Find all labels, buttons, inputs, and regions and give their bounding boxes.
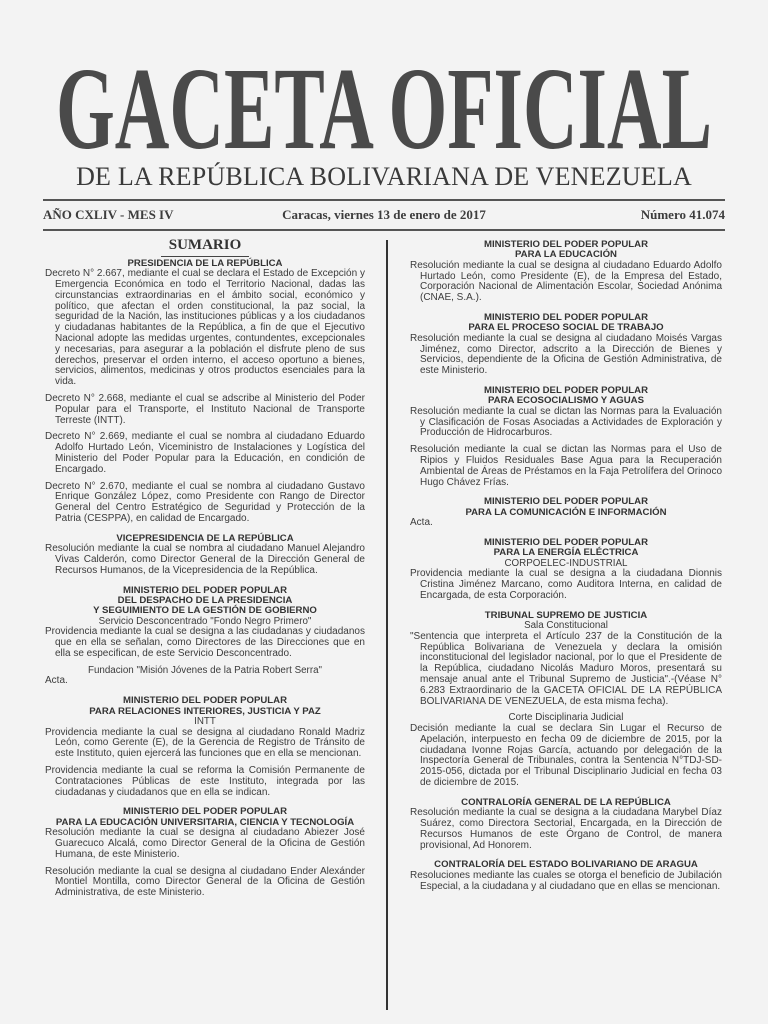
subsection-label: INTT bbox=[194, 715, 216, 727]
summary-entry: Resolución mediante la cual se designa al ciudadano Eduardo Adolfo Hurtado León, como Presidente (E), de la Empresa del Estado, Corporación Nacional de Alimentación Escolar, Sociedad Anónima (CNAE, S.A.). bbox=[410, 259, 722, 304]
section-heading-line: PARA LA EDUCACIÓN bbox=[515, 249, 617, 261]
section-heading: CONTRALORÍA GENERAL DE LA REPÚBLICA bbox=[461, 796, 671, 808]
section-heading bbox=[410, 497, 722, 518]
section-heading-line: MINISTERIO DEL PODER POPULAR bbox=[484, 537, 648, 548]
subsection-label: CORPOELEC-INDUSTRIAL bbox=[504, 557, 628, 569]
summary-entry: Decreto N° 2.668, mediante el cual se adscribe al Ministerio del Poder Popular para el Transporte, el Instituto Nacional de Transporte Terreste (INTT). bbox=[45, 392, 365, 426]
section-heading-line: PARA ECOSOCIALISMO Y AGUAS bbox=[487, 395, 644, 407]
section-heading-line: PARA LA ENERGÍA ELÉCTRICA bbox=[493, 547, 639, 559]
section-heading-line: MINISTERIO DEL PODER POPULAR bbox=[484, 385, 648, 396]
section-heading-line: PARA LA EDUCACIÓN UNIVERSITARIA, CIENCIA Y TECNOLOGÍA bbox=[55, 816, 355, 828]
section-heading-line: PARA RELACIONES INTERIORES, JUSTICIA Y PAZ bbox=[89, 705, 321, 717]
subsection-label: Servicio Desconcentrado "Fondo Negro Primero" bbox=[98, 615, 312, 627]
summary-entry: Decreto N° 2.670, mediante el cual se nombra al ciudadano Gustavo Enrique González López, como Presidente con Rango de Director General del Centro Estratégico de Seguridad y Protección de la Patria (CESPPA), en calidad de Encargado. bbox=[45, 480, 365, 524]
section-heading-line: PARA EL PROCESO SOCIAL DE TRABAJO bbox=[468, 322, 664, 334]
section-heading bbox=[410, 538, 722, 559]
section-heading bbox=[410, 313, 722, 334]
subsection-label: Sala Constitucional bbox=[524, 620, 608, 632]
section-heading-line: MINISTERIO DEL PODER POPULAR bbox=[123, 806, 287, 818]
section-heading: TRIBUNAL SUPREMO DE JUSTICIA bbox=[484, 609, 648, 621]
summary-entry: Decreto N° 2.669, mediante el cual se nombra al ciudadano Eduardo Adolfo Hurtado León, Viceministro de Instalaciones y Logística del Ministerio del Poder Popular para la Educación, en condición de Encargado. bbox=[45, 431, 365, 475]
sumario-label: SUMARIO bbox=[161, 237, 250, 257]
section-heading: CONTRALORÍA DEL ESTADO BOLIVARIANO DE ARAGUA bbox=[434, 859, 698, 871]
masthead bbox=[0, 40, 768, 160]
summary-entry: Resolución mediante la cual se dictan las Normas para la Evaluación y Clasificación de Fosas Asociadas a Actividades de Exploración y Producción de Hidrocarburos. bbox=[410, 405, 722, 439]
section-heading-line: MINISTERIO DEL PODER POPULAR bbox=[123, 584, 287, 596]
year-month: AÑO CXLIV - MES IV bbox=[43, 207, 174, 222]
summary-entry: Resolución mediante la cual se designa al ciudadano Moisés Vargas Jiménez, como Director, adscrito a la Dirección de Bienes y Servicios, dependiente de la Oficina de Gestión Administrativa, de este Ministerio. bbox=[410, 332, 722, 377]
summary-entry: Decisión mediante la cual se declara Sin Lugar el Recurso de Apelación, interpuesto en fecha 09 de diciembre de 2015, por la ciudadana Ivonne Rojas García, actuando por delegación de la Inspectoría General de Tribunales, contra la Sentencia N°TDJ-SD-2015-056, dictada por el Tribunal Disciplinario Judicial en fecha 03 de diciembre de 2015. bbox=[410, 722, 722, 788]
section-heading-line: Y SEGUIMIENTO DE LA GESTIÓN DE GOBIERNO bbox=[93, 605, 317, 617]
bottom-rule bbox=[43, 229, 725, 231]
subsection-label: Corte Disciplinaria Judicial bbox=[508, 712, 624, 724]
summary-entry: Providencia mediante la cual se reforma la Comisión Permanente de Contrataciones Públicas de este Instituto, integrada por las ciudadanas y ciudadanos que en ella se indican. bbox=[45, 764, 365, 798]
section-heading-line: PARA LA COMUNICACIÓN E INFORMACIÓN bbox=[465, 506, 667, 518]
masthead-title bbox=[0, 40, 768, 160]
section-heading bbox=[410, 386, 722, 407]
summary-entry: Resolución mediante la cual se nombra al ciudadano Manuel Alejandro Vivas Calderón, como Director General de la Dirección General de Recursos Humanos, de la Vicepresidencia de la República. bbox=[45, 543, 365, 576]
section-heading bbox=[45, 807, 365, 828]
issue-number: Número 41.074 bbox=[640, 207, 725, 222]
summary-entry: Resolución mediante la cual se dictan las Normas para el Uso de Ripios y Fluidos Residuales Base Agua para la Recuperación Ambiental de Áreas de Préstamos en la Faja Petrolífera del Orinoco Hugo Chávez Frías. bbox=[410, 444, 722, 488]
summary-entry: Resolución mediante la cual se designa a la ciudadana Marybel Díaz Suárez, como Directora Sectorial, Encargada, en la Dirección de Recursos Humanos de este Órgano de Control, de manera provisional, Ad Honorem. bbox=[410, 807, 722, 851]
summary-entry: Decreto N° 2.667, mediante el cual se declara el Estado de Excepción y Emergencia Económica en todo el Territorio Nacional, dadas las circunstancias extraordinarias en el ámbito social, económico y político, que afectan el orden constitucional, la paz social, la seguridad de la Nación, las instituciones públicas y a los ciudadanos y ciudadanas habitantes de la República, a fin de que el Ejecutivo Nacional adopte las medidas urgentes, contundentes, excepcionales y necesarias, para asegurar a la población el disfrute pleno de sus derechos, preservar el orden interno, el acceso oportuno a bienes, servicios, alimentos, medicinas y otros productos esenciales para la vida. bbox=[45, 268, 365, 388]
column-divider bbox=[386, 240, 388, 1010]
section-heading-line: MINISTERIO DEL PODER POPULAR bbox=[484, 312, 648, 323]
section-heading bbox=[45, 696, 365, 717]
summary-entry: Providencia mediante la cual se designa a la ciudadana Dionnis Cristina Jiménez Marcano, como Auditora Interna, en calidad de Encargada, de esta Corporación. bbox=[410, 568, 722, 601]
section-heading-line: MINISTERIO DEL PODER POPULAR bbox=[484, 496, 648, 508]
summary-entry: Providencia mediante la cual se designa a las ciudadanas y ciudadanos que en ella se señalan, como Directores de las Direcciones que en ella se especifican, de este Servicio Desconcentrado. bbox=[45, 626, 365, 659]
section-heading bbox=[45, 586, 365, 617]
section-heading bbox=[410, 240, 722, 261]
summary-entry: Resolución mediante la cual se designa al ciudadano Ender Alexánder Montiel Montilla, como Director General de la Oficina de Gestión Administrativa, de este Ministerio. bbox=[45, 865, 365, 899]
section-heading-line: DEL DESPACHO DE LA PRESIDENCIA bbox=[117, 594, 293, 606]
right-column bbox=[410, 238, 722, 898]
summary-entry: "Sentencia que interpreta el Artículo 237 de la Constitución de la República Bolivariana de Venezuela y declara la omisión inconstitucional del legislador nacional, por lo que el Presidente de la República, ciudadano Nicolás Maduro Moros, presentará su mensaje anual ante el Tribunal Supremo de Justicia".-(Véase N° 6.283 Extraordinario de la GACETA OFICIAL DE LA REPÚBLICA BOLIVARIANA DE VENEZUELA, de esta misma fecha). bbox=[410, 630, 722, 707]
masthead-subtitle: DE LA REPÚBLICA BOLIVARIANA DE VENEZUELA bbox=[76, 162, 692, 191]
summary-entry: Acta. bbox=[410, 517, 433, 529]
left-column bbox=[45, 238, 365, 905]
sumario-title bbox=[45, 237, 365, 253]
section-heading-line: MINISTERIO DEL PODER POPULAR bbox=[484, 239, 648, 250]
summary-entry: Resolución mediante la cual se designa al ciudadano Abiezer José Guarecuco Alcalá, como Director General de la Oficina de Gestión Humana, de este Ministerio. bbox=[45, 827, 365, 860]
section-heading: VICEPRESIDENCIA DE LA REPÚBLICA bbox=[116, 532, 294, 544]
section-heading: PRESIDENCIA DE LA REPÚBLICA bbox=[127, 257, 283, 269]
place-date: Caracas, viernes 13 de enero de 2017 bbox=[282, 207, 486, 222]
top-rule bbox=[43, 199, 725, 201]
summary-entry: Resoluciones mediante las cuales se otorga el beneficio de Jubilación Especial, a la ciudadana y al ciudadano que en ellas se mencionan. bbox=[410, 869, 722, 892]
summary-entry: Providencia mediante la cual se designa al ciudadano Ronald Madriz León, como Gerente (E), de la Gerencia de Registro de Tránsito de este Instituto, quien ejercerá las funciones que en ella se mencionan. bbox=[45, 726, 365, 760]
masthead-title-text: GACETA OFICIAL bbox=[56, 43, 712, 160]
section-heading-line: MINISTERIO DEL PODER POPULAR bbox=[123, 695, 287, 707]
subsection-label: Fundacion "Misión Jóvenes de la Patria Robert Serra" bbox=[87, 664, 323, 676]
info-bar bbox=[43, 207, 725, 227]
summary-entry: Acta. bbox=[45, 675, 68, 687]
